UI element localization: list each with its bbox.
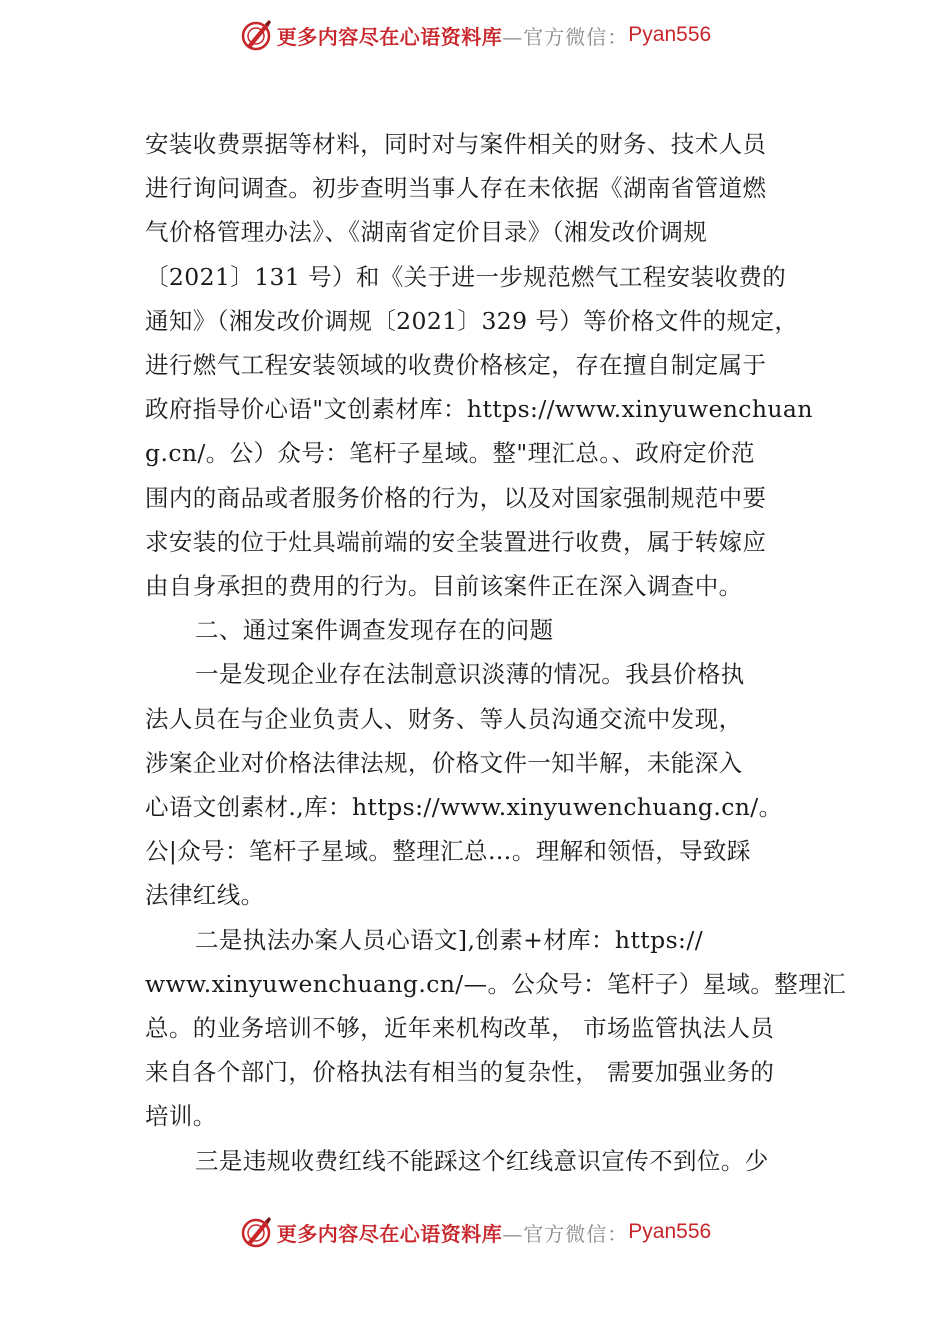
pen-logo-icon bbox=[239, 1215, 273, 1249]
text-line: 心语文创素材.,库：https://www.xinyuwenchuang.cn/。 bbox=[145, 793, 783, 822]
text-line: 法律红线。 bbox=[145, 881, 265, 910]
banner-contact-label: —官方微信： bbox=[502, 1221, 629, 1246]
text-line: 公|众号：笔杆子星域。整理汇总…。理解和领悟，导致踩 bbox=[145, 837, 751, 866]
text-line: 进行询问调查。初步查明当事人存在未依据《湖南省管道燃 bbox=[145, 174, 767, 203]
section-heading: 二、通过案件调查发现存在的问题 bbox=[195, 616, 554, 645]
text-line: 求安装的位于灶具端前端的安全装置进行收费，属于转嫁应 bbox=[145, 527, 767, 556]
text-line: 安装收费票据等材料，同时对与案件相关的财务、技术人员 bbox=[145, 130, 767, 158]
text-line: 培训。 bbox=[145, 1102, 217, 1131]
text-line: www.xinyuwenchuang.cn/—。公众号：笔杆子）星域。整理汇 bbox=[145, 969, 847, 998]
text-line: 总。的业务培训不够，近年来机构改革， 市场监管执法人员 bbox=[145, 1014, 775, 1043]
text-line: 由自身承担的费用的行为。目前该案件正在深入调查中。 bbox=[145, 572, 743, 601]
text-line: 一是发现企业存在法制意识淡薄的情况。我县价格执 bbox=[195, 660, 745, 689]
banner-contact-label: —官方微信： bbox=[502, 24, 629, 49]
text-line: 围内的商品或者服务价格的行为，以及对国家强制规范中要 bbox=[145, 483, 767, 512]
banner-title: 更多内容尽在心语资料库 bbox=[276, 1221, 503, 1246]
text-line: g.cn/。公）众号：笔杆子星域。整"理汇总。、政府定价范 bbox=[145, 439, 755, 468]
text-line: 法人员在与企业负责人、财务、等人员沟通交流中发现， bbox=[145, 704, 743, 733]
pen-logo-icon bbox=[239, 18, 273, 52]
text-line: 通知》（湘发改价调规〔2021〕329 号）等价格文件的规定， bbox=[145, 306, 799, 335]
banner-wechat-id: Pyan556 bbox=[628, 23, 712, 46]
text-line: 政府指导价心语"文创素材库：https://www.xinyuwenchuan bbox=[145, 395, 813, 424]
banner-wechat-id: Pyan556 bbox=[628, 1220, 712, 1243]
document-body bbox=[145, 122, 847, 1183]
footer-banner bbox=[0, 1212, 950, 1252]
text-line: 二是执法办案人员心语文],创素+材库：https:// bbox=[195, 925, 704, 954]
text-line: 来自各个部门，价格执法有相当的复杂性， 需要加强业务的 bbox=[145, 1058, 775, 1087]
header-banner bbox=[0, 15, 950, 55]
text-line: 进行燃气工程安装领域的收费价格核定，存在擅自制定属于 bbox=[145, 351, 767, 380]
banner-title: 更多内容尽在心语资料库 bbox=[276, 24, 503, 49]
text-line: 气价格管理办法》、《湖南省定价目录》（湘发改价调规 bbox=[145, 218, 708, 247]
text-line: 涉案企业对价格法律法规，价格文件一知半解，未能深入 bbox=[145, 748, 743, 777]
text-line: 〔2021〕131 号）和《关于进一步规范燃气工程安装收费的 bbox=[145, 262, 787, 291]
text-line: 三是违规收费红线不能踩这个红线意识宣传不到位。少 bbox=[195, 1146, 769, 1175]
